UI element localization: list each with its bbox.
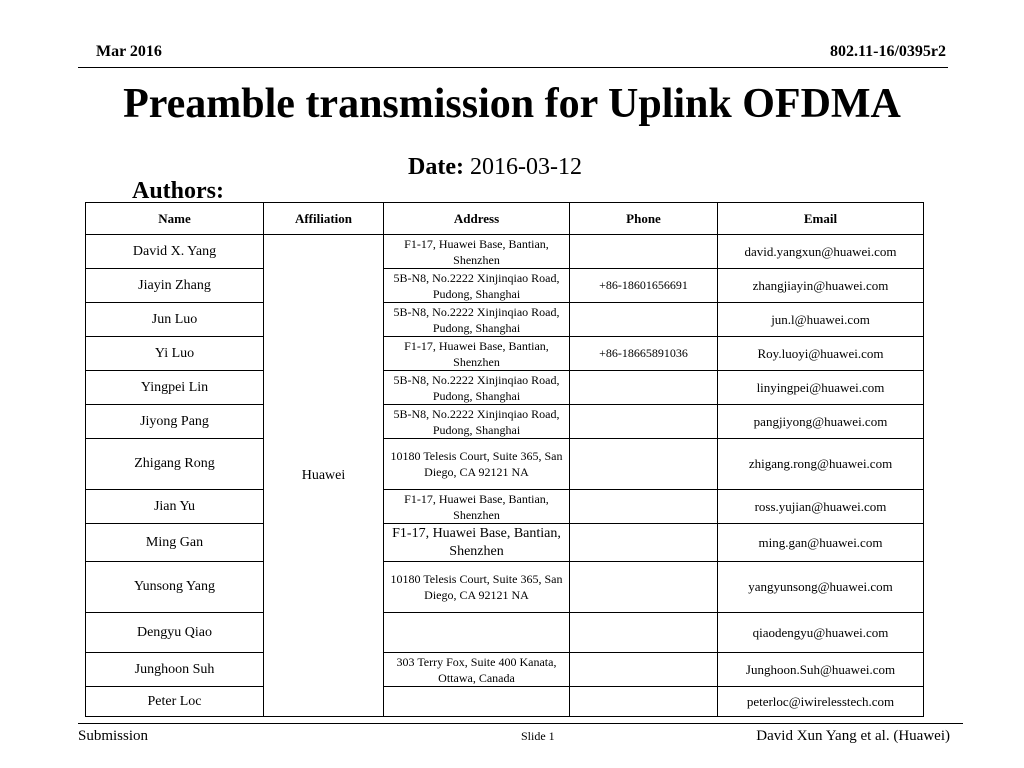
table-row <box>86 303 924 337</box>
table-row <box>86 490 924 524</box>
header-document-id: 802.11-16/0395r2 <box>830 43 946 60</box>
table-row <box>86 439 924 490</box>
author-phone <box>570 687 718 717</box>
author-email: pangjiyong@huawei.com <box>718 405 924 439</box>
author-email: jun.l@huawei.com <box>718 303 924 337</box>
author-phone <box>570 653 718 687</box>
column-header-address: Address <box>384 203 570 235</box>
authors-heading: Authors: <box>132 178 225 204</box>
author-phone <box>570 613 718 653</box>
author-address: F1-17, Huawei Base, Bantian, Shenzhen <box>384 490 570 524</box>
author-address <box>384 687 570 717</box>
author-email: ross.yujian@huawei.com <box>718 490 924 524</box>
author-name: Jiyong Pang <box>86 405 264 439</box>
author-name: Ming Gan <box>86 524 264 562</box>
author-address: 303 Terry Fox, Suite 400 Kanata, Ottawa, Canada <box>384 653 570 687</box>
table-row <box>86 371 924 405</box>
author-phone <box>570 524 718 562</box>
author-name: Zhigang Rong <box>86 439 264 490</box>
author-name: Jiayin Zhang <box>86 269 264 303</box>
author-name: David X. Yang <box>86 235 264 269</box>
column-header-affiliation: Affiliation <box>264 203 384 235</box>
table-row <box>86 269 924 303</box>
author-email: ming.gan@huawei.com <box>718 524 924 562</box>
author-email: david.yangxun@huawei.com <box>718 235 924 269</box>
authors-table <box>85 202 924 717</box>
author-email: linyingpei@huawei.com <box>718 371 924 405</box>
table-row <box>86 613 924 653</box>
author-name: Yingpei Lin <box>86 371 264 405</box>
author-address: F1-17, Huawei Base, Bantian, Shenzhen <box>384 524 570 562</box>
author-name: Dengyu Qiao <box>86 613 264 653</box>
author-email: Roy.luoyi@huawei.com <box>718 337 924 371</box>
author-address: 10180 Telesis Court, Suite 365, San Diego, CA 92121 NA <box>384 562 570 613</box>
author-name: Peter Loc <box>86 687 264 717</box>
author-name: Jun Luo <box>86 303 264 337</box>
author-address: 5B-N8, No.2222 Xinjinqiao Road, Pudong, Shanghai <box>384 269 570 303</box>
date-value: 2016-03-12 <box>469 154 582 180</box>
author-address: 5B-N8, No.2222 Xinjinqiao Road, Pudong, Shanghai <box>384 303 570 337</box>
author-phone: +86-18601656691 <box>570 269 718 303</box>
author-phone <box>570 562 718 613</box>
author-email: Junghoon.Suh@huawei.com <box>718 653 924 687</box>
table-row <box>86 524 924 562</box>
author-email: yangyunsong@huawei.com <box>718 562 924 613</box>
author-name: Yunsong Yang <box>86 562 264 613</box>
table-row <box>86 562 924 613</box>
table-row <box>86 405 924 439</box>
header-date: Mar 2016 <box>96 43 162 60</box>
author-phone <box>570 490 718 524</box>
table-row <box>86 235 924 269</box>
author-address: 5B-N8, No.2222 Xinjinqiao Road, Pudong, Shanghai <box>384 405 570 439</box>
footer-authors: David Xun Yang et al. (Huawei) <box>756 728 950 744</box>
column-header-phone: Phone <box>570 203 718 235</box>
author-phone <box>570 405 718 439</box>
table-header-row <box>86 203 924 235</box>
author-address: F1-17, Huawei Base, Bantian, Shenzhen <box>384 337 570 371</box>
column-header-name: Name <box>86 203 264 235</box>
author-name: Junghoon Suh <box>86 653 264 687</box>
author-email: zhangjiayin@huawei.com <box>718 269 924 303</box>
author-address: F1-17, Huawei Base, Bantian, Shenzhen <box>384 235 570 269</box>
footer-submission: Submission <box>78 728 149 744</box>
table-row <box>86 337 924 371</box>
footer-divider <box>78 723 963 724</box>
footer-slide-number: Slide 1 <box>521 729 555 743</box>
author-address <box>384 613 570 653</box>
table-row <box>86 653 924 687</box>
author-address: 5B-N8, No.2222 Xinjinqiao Road, Pudong, Shanghai <box>384 371 570 405</box>
author-email: peterloc@iwirelesstech.com <box>718 687 924 717</box>
slide-title: Preamble transmission for Uplink OFDMA <box>123 81 901 127</box>
column-header-email: Email <box>718 203 924 235</box>
author-phone <box>570 303 718 337</box>
author-phone <box>570 371 718 405</box>
author-phone <box>570 439 718 490</box>
author-address: 10180 Telesis Court, Suite 365, San Diego, CA 92121 NA <box>384 439 570 490</box>
author-email: zhigang.rong@huawei.com <box>718 439 924 490</box>
author-email: qiaodengyu@huawei.com <box>718 613 924 653</box>
author-name: Yi Luo <box>86 337 264 371</box>
table-row <box>86 687 924 717</box>
author-affiliation: Huawei <box>264 235 384 717</box>
author-name: Jian Yu <box>86 490 264 524</box>
author-phone <box>570 235 718 269</box>
header-divider <box>78 67 948 68</box>
author-phone: +86-18665891036 <box>570 337 718 371</box>
date-line <box>408 154 582 181</box>
date-label: Date: <box>408 154 464 180</box>
